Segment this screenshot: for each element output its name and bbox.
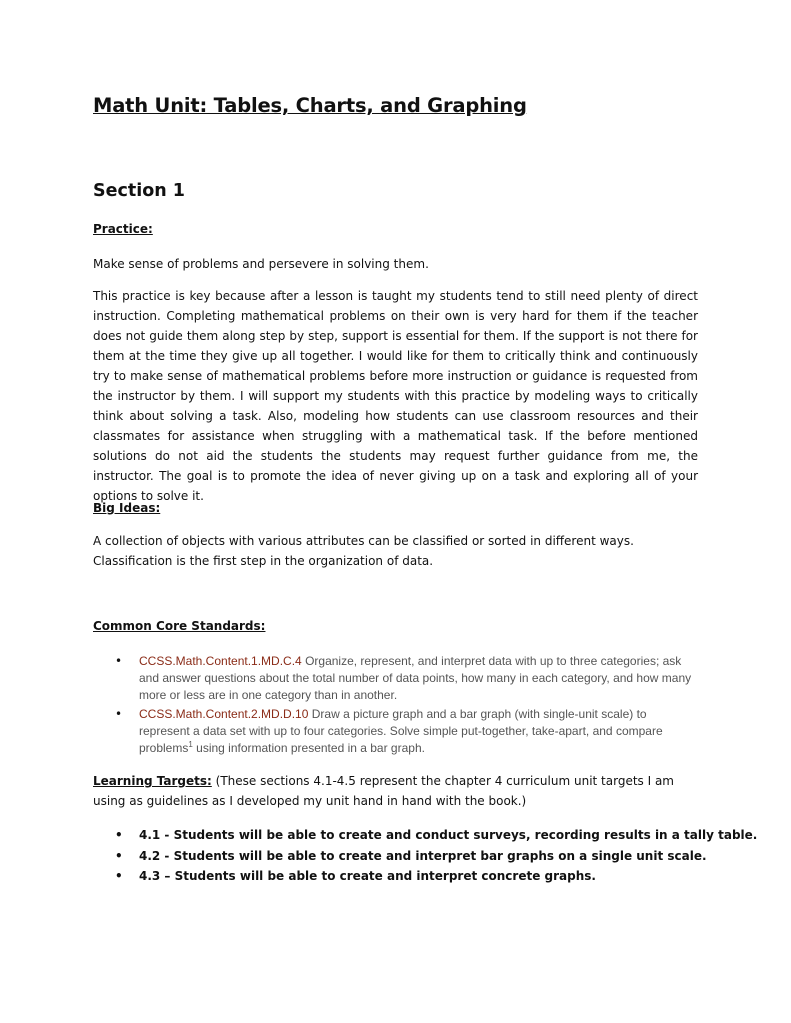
- learning-target-text: 4.1 - Students will be able to create and conduct surveys, recording results in a tally table.: [139, 828, 758, 842]
- standard-item: [93, 653, 698, 704]
- standards-list: [93, 653, 698, 759]
- standard-item: [93, 706, 698, 757]
- bullet-icon: •: [115, 869, 123, 883]
- bullet-icon: •: [115, 707, 123, 721]
- standards-label: Common Core Standards:: [93, 619, 266, 633]
- bullet-icon: •: [115, 654, 123, 668]
- standard-text-end: using information presented in a bar graph.: [192, 741, 425, 755]
- footnote-marker: 1: [188, 740, 193, 749]
- learning-targets-intro: [93, 771, 698, 811]
- learning-targets-label: Learning Targets:: [93, 774, 212, 788]
- learning-target-item: [93, 866, 698, 887]
- learning-targets-list: [93, 825, 758, 887]
- standard-text: Draw a picture graph and a bar graph (with single-unit scale) to represent a data set with up to four categories. Solve simple put-together, take-apart, and compare problems: [139, 707, 663, 755]
- section-heading: Section 1: [93, 181, 185, 201]
- big-ideas-label: Big Ideas:: [93, 501, 161, 515]
- practice-body: This practice is key because after a lesson is taught my students tend to still need plenty of direct instruction. Completing mathematical problems on their own is very hard for them if the teacher does not guide them along step by step, support is essential for them. If the support is not there for them at the time they give up all together. I would like for them to critically think and continuously try to make sense of mathematical problems before more instruction or guidance is requested from the instructor by them. I will support my students with this practice by modeling ways to critically think about solving a task. Also, modeling how students can use classroom resources and their classmates for assistance when struggling with a mathematical task. If the before mentioned solutions do not aid the students the students may request further guidance from me, the instructor. The goal is to promote the idea of never giving up on a task and exploring all of your options to solve it.: [93, 289, 698, 503]
- bullet-icon: •: [115, 848, 123, 863]
- document-title: Math Unit: Tables, Charts, and Graphing: [93, 94, 527, 117]
- learning-target-item: [93, 825, 758, 846]
- learning-target-item: [93, 846, 707, 867]
- bullet-icon: •: [115, 828, 123, 842]
- learning-targets-note: (These sections 4.1-4.5 represent the chapter 4 curriculum unit targets I am using as guidelines as I developed my unit hand in hand with the book.): [93, 774, 674, 808]
- learning-target-text: 4.2 - Students will be able to create and interpret bar graphs on a single unit scale.: [139, 848, 707, 863]
- learning-target-text: 4.3 – Students will be able to create and interpret concrete graphs.: [139, 869, 596, 883]
- practice-label: Practice:: [93, 222, 153, 236]
- standard-text: Organize, represent, and interpret data with up to three categories; ask and answer questions about the total number of data points, how many in each category, and how many more or less are in one category than in another.: [139, 654, 692, 702]
- practice-statement: Make sense of problems and persevere in solving them.: [93, 257, 429, 271]
- big-ideas-body: A collection of objects with various attributes can be classified or sorted in different ways. Classification is the first step in the organization of data.: [93, 534, 634, 568]
- standard-code: CCSS.Math.Content.2.MD.D.10: [139, 707, 309, 721]
- standard-code: CCSS.Math.Content.1.MD.C.4: [139, 654, 302, 668]
